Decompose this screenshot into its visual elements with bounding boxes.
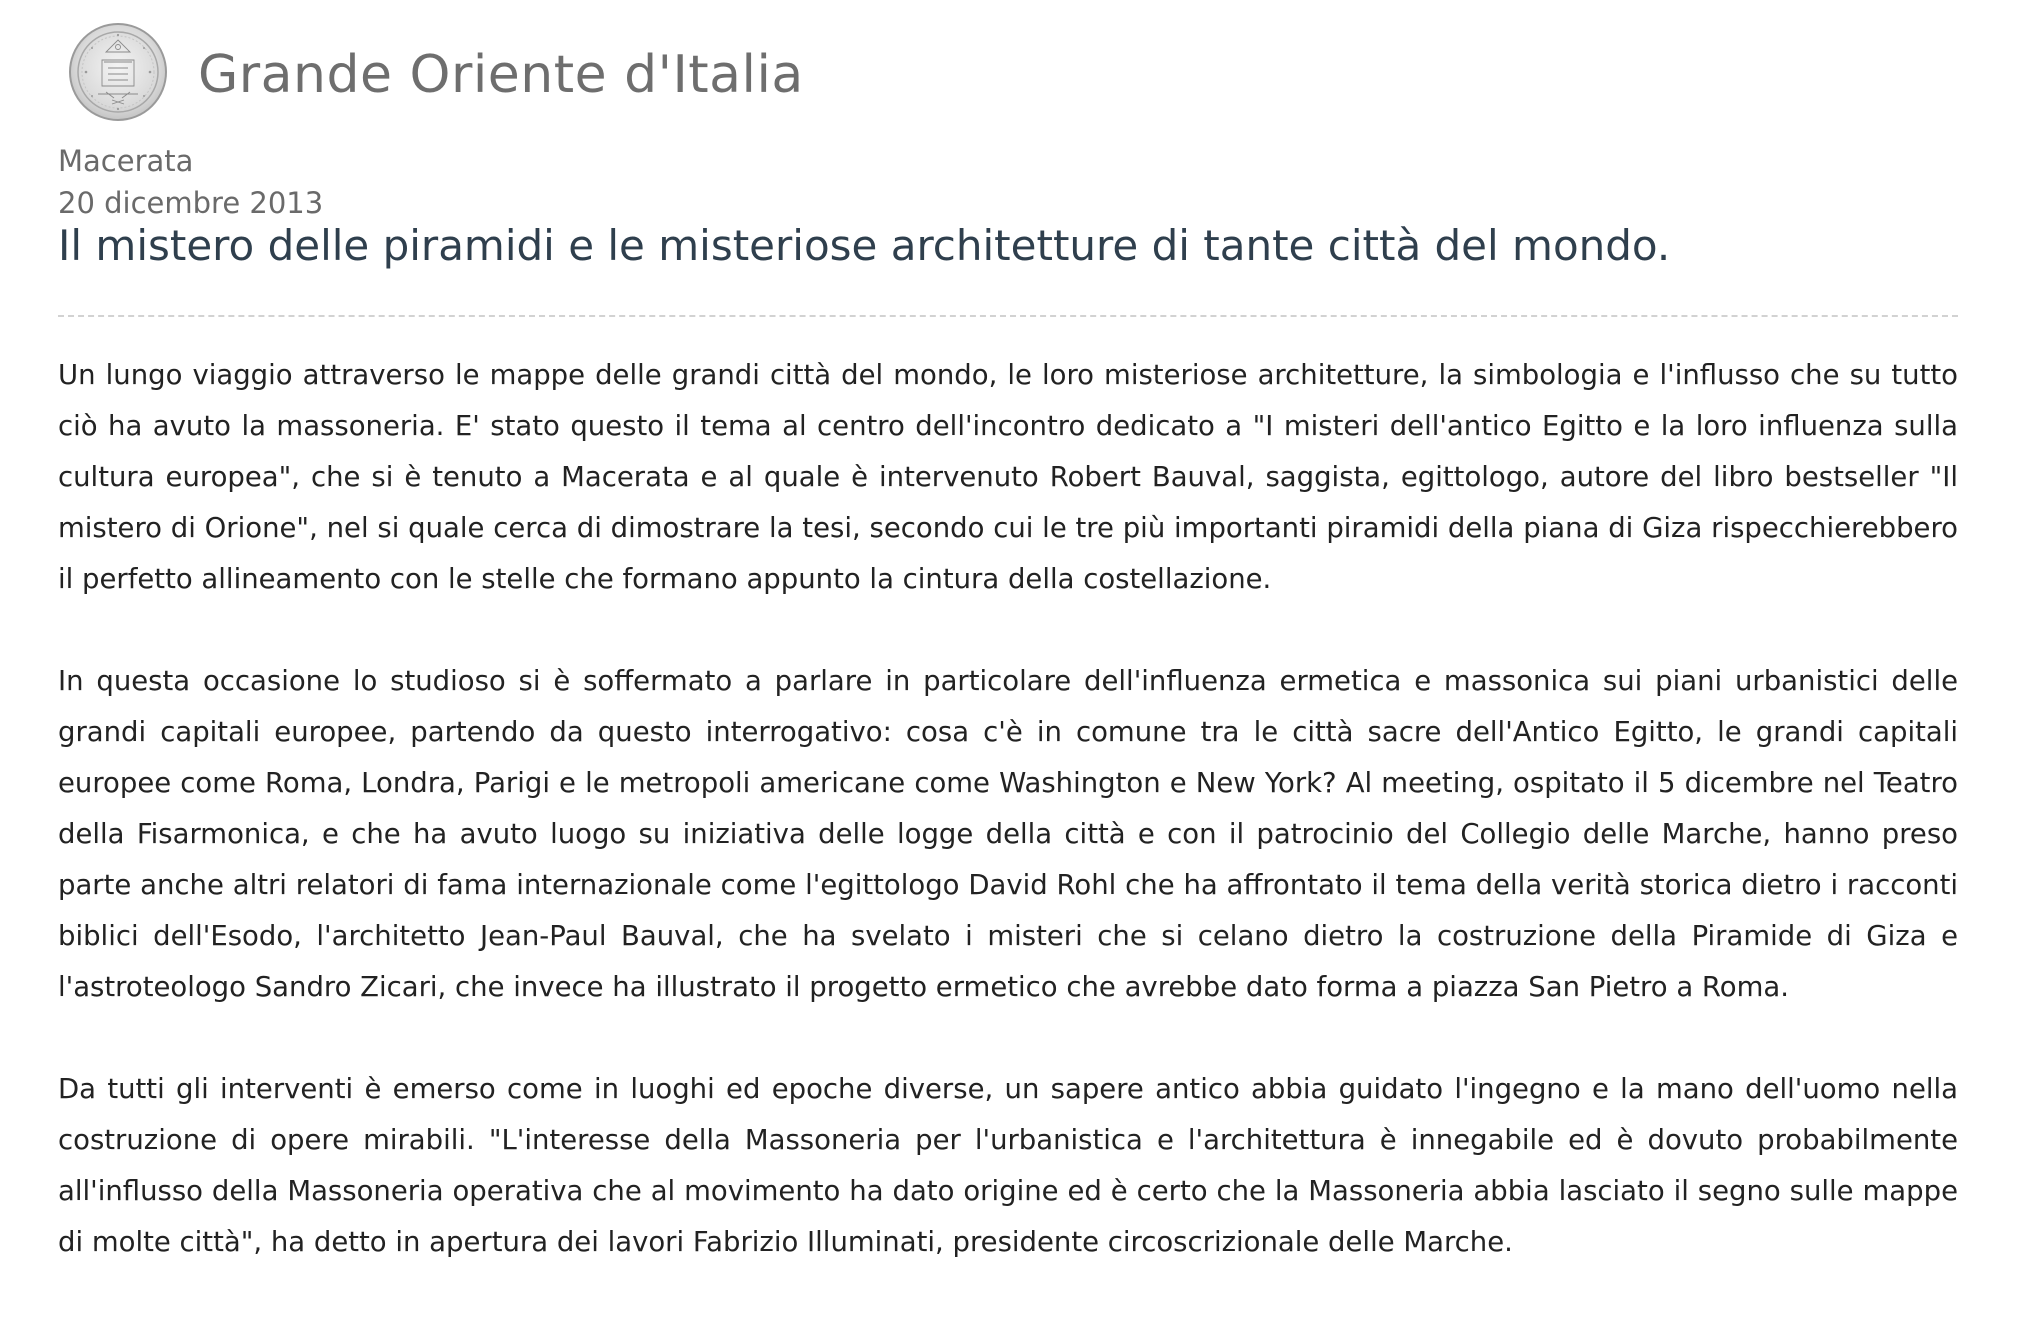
- site-title[interactable]: Grande Oriente d'Italia: [198, 45, 804, 105]
- article-paragraph: In questa occasione lo studioso si è soffermato a parlare in particolare dell'influenza ermetica e massonica sui piani urbanistici delle grandi capitali europee, partendo da questo interrogativo: cosa c'è in comune tra le città sacre dell'Antico Egitto, le grandi capitali europee come Roma, Londra, Parigi e le metropoli americane come Washington e New York? Al meeting, ospitato il 5 dicembre nel Teatro della Fisarmonica, e che ha avuto luogo su iniziativa delle logge della città e con il patrocinio del Collegio delle Marche, hanno preso parte anche altri relatori di fama internazionale come l'egittologo David Rohl che ha affrontato il tema della verità storica dietro i racconti biblici dell'Esodo, l'architetto Jean-Paul Bauval, che ha svelato i misteri che si celano dietro la costruzione della Piramide di Giza e l'astroteologo Sandro Zicari, che invece ha illustrato il progetto ermetico che avrebbe dato forma a piazza San Pietro a Roma.: [58, 665, 1958, 1003]
- title-divider: [58, 315, 1958, 317]
- article-date: 20 dicembre 2013: [58, 186, 324, 220]
- article-title: Il mistero delle piramidi e le misteriose architetture di tante città del mondo.: [58, 221, 1671, 270]
- article-body: [58, 350, 1958, 1319]
- article-paragraph: Da tutti gli interventi è emerso come in luoghi ed epoche diverse, un sapere antico abbia guidato l'ingegno e la mano dell'uomo nella costruzione di opere mirabili. "L'interesse della Massoneria per l'urbanistica e l'architettura è innegabile ed è dovuto probabilmente all'influsso della Massoneria operativa che al movimento ha dato origine ed è certo che la Massoneria abbia lasciato il segno sulle mappe di molte città", ha detto in apertura dei lavori Fabrizio Illuminati, presidente circoscrizionale delle Marche.: [58, 1073, 1958, 1258]
- site-header: [68, 22, 804, 122]
- article-paragraph: Un lungo viaggio attraverso le mappe delle grandi città del mondo, le loro misteriose architetture, la simbologia e l'influsso che su tutto ciò ha avuto la massoneria. E' stato questo il tema al centro dell'incontro dedicato a "I misteri dell'antico Egitto e la loro influenza sulla cultura europea", che si è tenuto a Macerata e al quale è intervenuto Robert Bauval, saggista, egittologo, autore del libro bestseller "Il mistero di Orione", nel si quale cerca di dimostrare la tesi, secondo cui le tre più importanti piramidi della piana di Giza rispecchierebbero il perfetto allineamento con le stelle che formano appunto la cintura della costellazione.: [58, 359, 1958, 595]
- article-location: Macerata: [58, 144, 194, 178]
- masonic-seal-icon[interactable]: [68, 22, 168, 122]
- article-meta: [58, 140, 323, 224]
